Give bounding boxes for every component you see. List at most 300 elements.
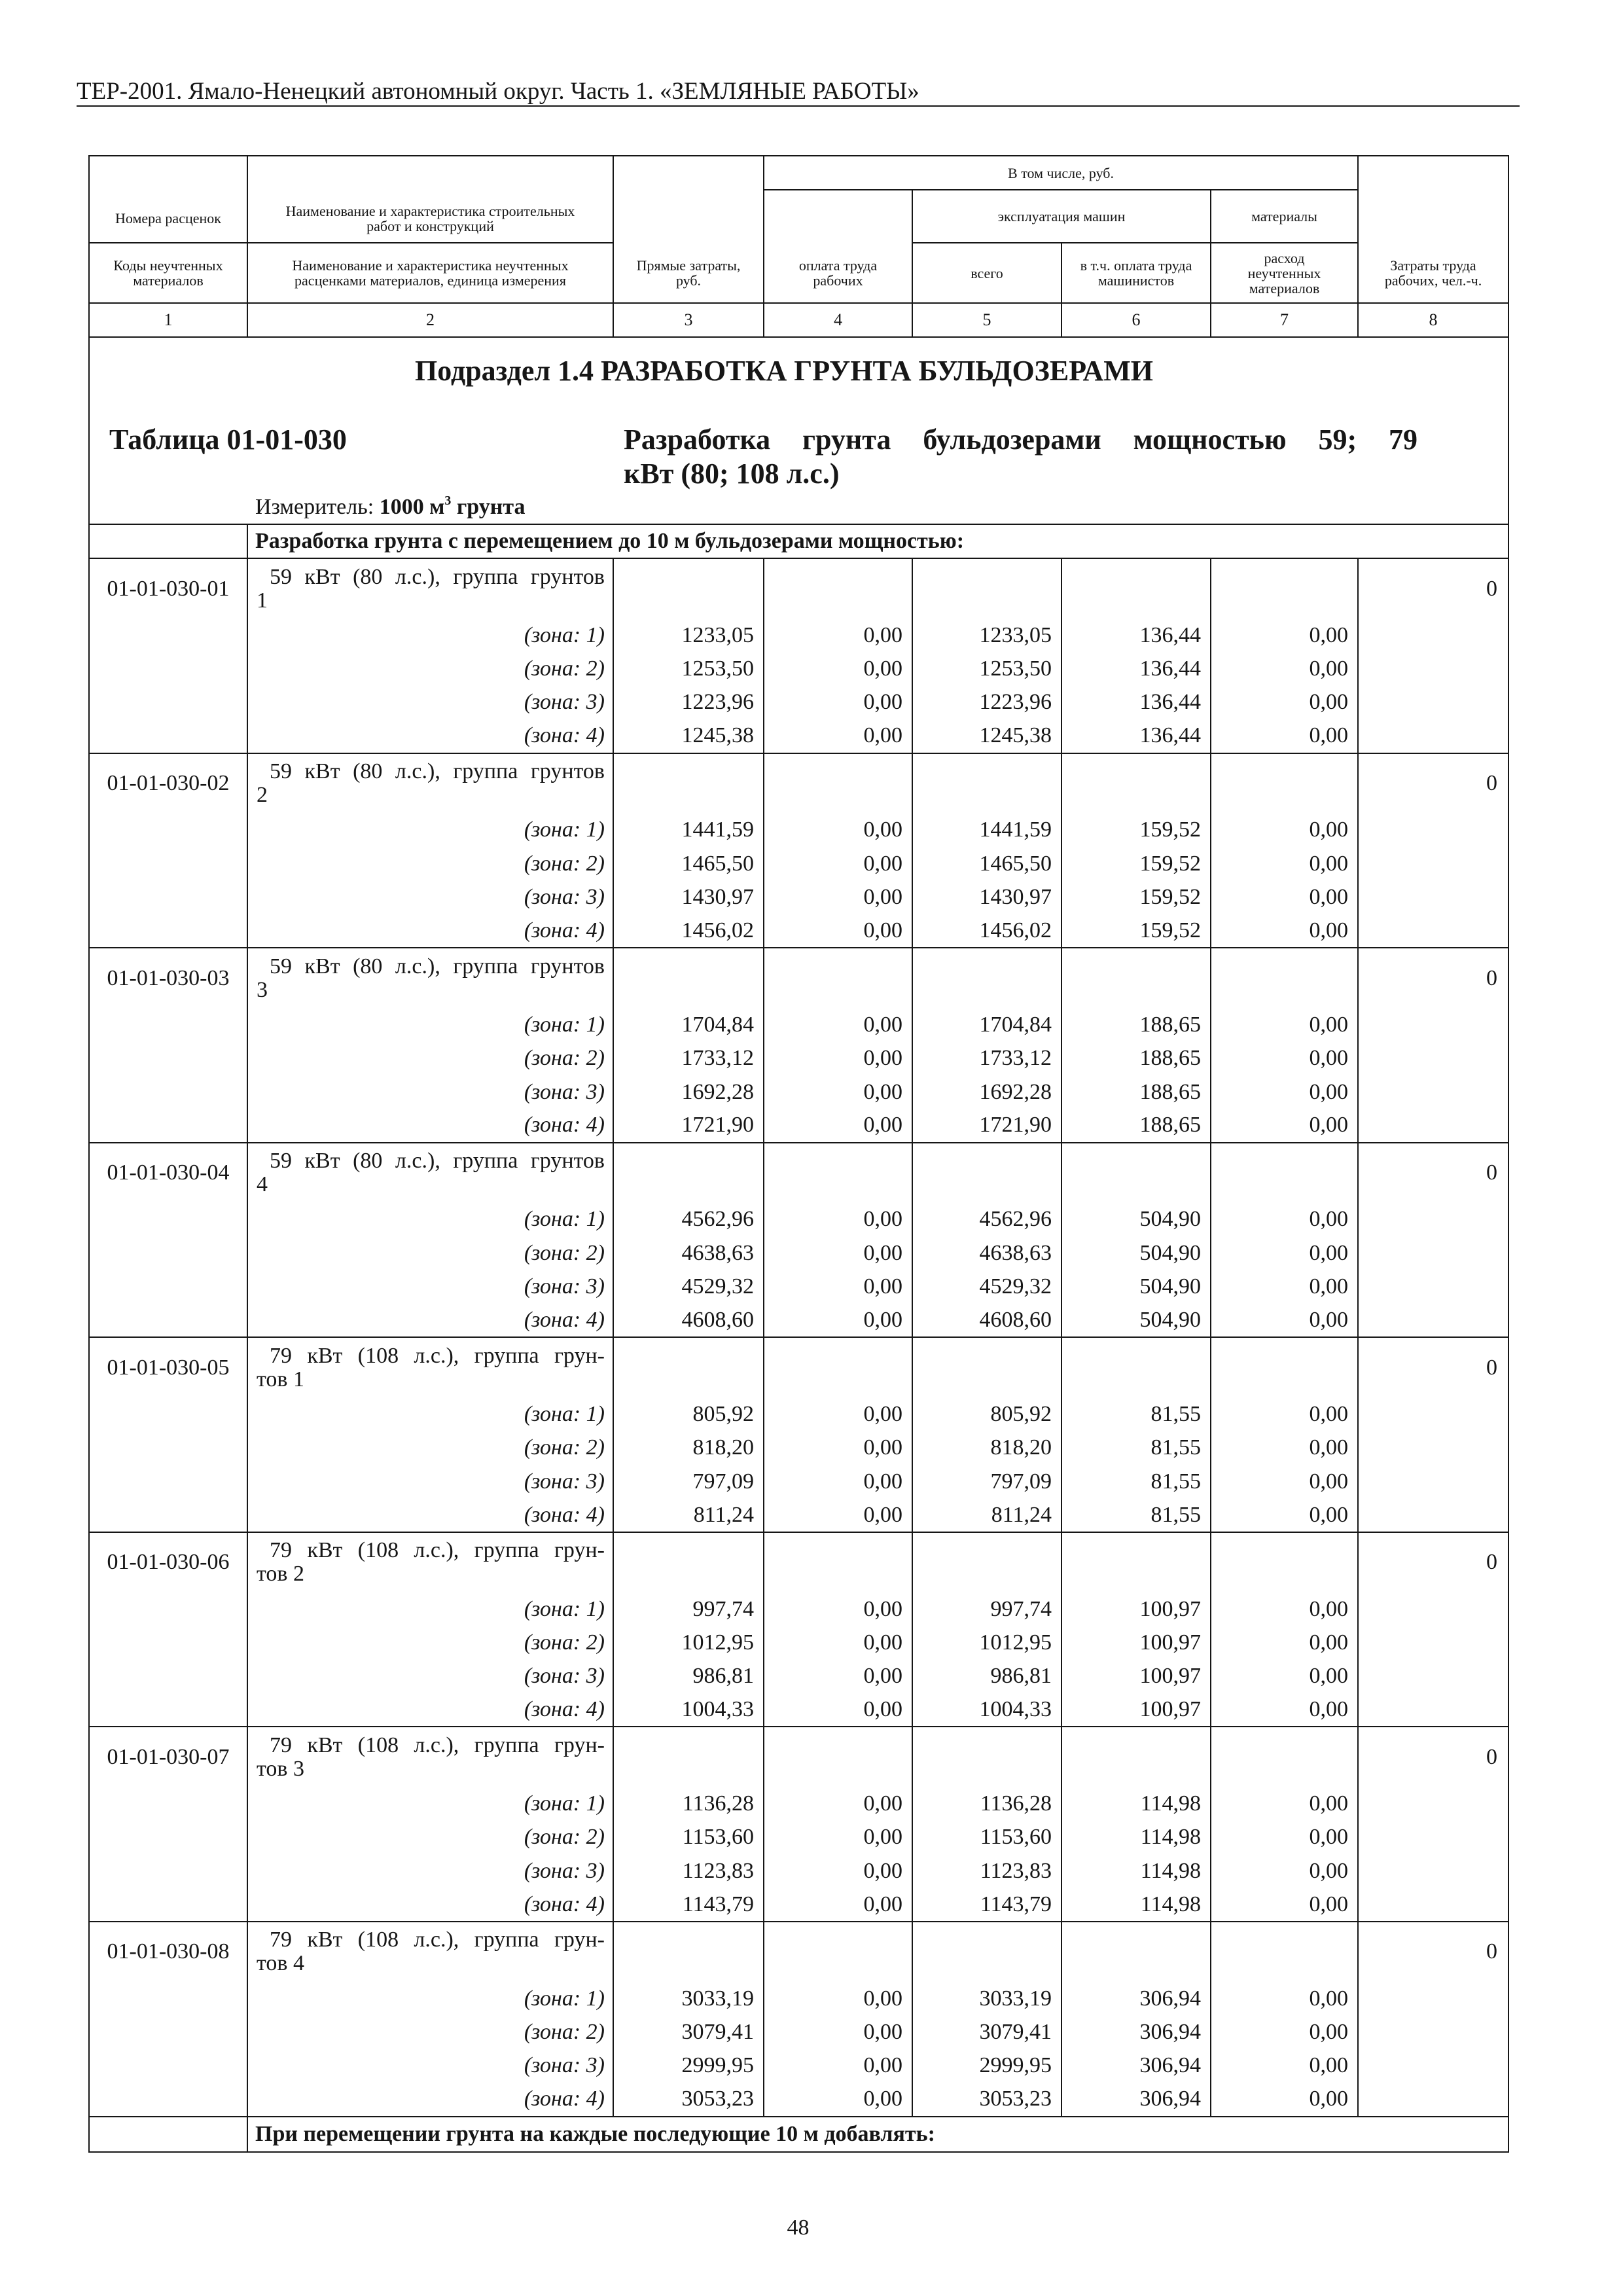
direct-cost-value-cell	[613, 1008, 764, 1041]
worker-wage-value: 0,00	[863, 1858, 902, 1883]
col-header-direct-costs	[613, 156, 764, 303]
operator-wage-value-cell	[1061, 686, 1211, 719]
worker-wage-value: 0,00	[863, 918, 902, 942]
worker-wage-value-cell	[764, 2049, 912, 2083]
rate-description	[247, 1532, 613, 1592]
worker-wage-value-cell	[764, 1498, 912, 1532]
worker-wage-value: 0,00	[863, 817, 902, 842]
empty-cell	[1211, 753, 1358, 814]
empty-cell	[89, 1270, 247, 1303]
empty-cell	[1358, 1660, 1508, 1693]
empty-cell	[1061, 1532, 1211, 1592]
table-caption-line: Разработка грунта бульдозерами мощностью 59; 79	[624, 423, 1418, 456]
operator-wage-value-cell	[1061, 1693, 1211, 1727]
machine-cost-value: 1733,12	[979, 1046, 1052, 1071]
materials-value-cell	[1211, 1236, 1358, 1270]
direct-cost-value-cell	[613, 2015, 764, 2049]
table-header	[89, 156, 1508, 558]
empty-cell	[1211, 558, 1358, 619]
operator-wage-value-cell	[1061, 1397, 1211, 1431]
table-caption	[624, 423, 1418, 491]
worker-wage-value: 0,00	[863, 1308, 902, 1333]
empty-cell	[1211, 1727, 1358, 1787]
worker-wage-value-cell	[764, 847, 912, 880]
materials-value: 0,00	[1309, 1469, 1349, 1494]
worker-wage-value-cell	[764, 880, 912, 914]
worker-wage-value: 0,00	[863, 2020, 902, 2045]
zone-label-cell	[247, 814, 613, 847]
materials-value: 0,00	[1309, 851, 1349, 876]
machine-cost-value: 3053,23	[979, 2087, 1052, 2111]
direct-cost-value: 1153,60	[682, 1825, 754, 1850]
materials-value-cell	[1211, 1397, 1358, 1431]
header-text: эксплуатация машин	[997, 208, 1126, 224]
direct-cost-value-cell	[613, 1592, 764, 1626]
empty-cell	[1358, 1888, 1508, 1922]
worker-wage-value-cell	[764, 1236, 912, 1270]
materials-value-cell	[1211, 2049, 1358, 2083]
zone-row	[89, 847, 1508, 880]
materials-value-cell	[1211, 1270, 1358, 1303]
empty-cell	[89, 914, 247, 948]
machine-cost-value: 997,74	[990, 1596, 1052, 1621]
zone-label: (зона: 1)	[524, 1791, 605, 1816]
operator-wage-value-cell	[1061, 1821, 1211, 1854]
empty-cell	[1358, 880, 1508, 914]
rate-description-line: тов 2	[257, 1562, 304, 1587]
operator-wage-value-cell	[1061, 1854, 1211, 1888]
column-number: 1	[89, 303, 247, 337]
machine-cost-value-cell	[912, 2049, 1061, 2083]
rate-description-line: 79 кВт (108 л.с.), группа грун-	[270, 1732, 605, 1757]
labor-cost-value: 0	[1486, 1160, 1498, 1185]
zone-label-cell	[247, 1693, 613, 1727]
rate-code-cell	[89, 753, 247, 814]
empty-cell	[89, 847, 247, 880]
header-text: Наименование и характеристика строительных	[285, 203, 575, 219]
worker-wage-value: 0,00	[863, 1791, 902, 1816]
empty-cell	[1211, 948, 1358, 1008]
operator-wage-value-cell	[1061, 1008, 1211, 1041]
zone-row	[89, 1888, 1508, 1922]
meter-value	[380, 495, 526, 519]
rate-description-line: 79 кВт (108 л.с.), группа грун-	[270, 1343, 605, 1368]
header-text: руб.	[675, 272, 702, 289]
operator-wage-value-cell	[1061, 1431, 1211, 1465]
operator-wage-value-cell	[1061, 1236, 1211, 1270]
machine-cost-value: 1721,90	[979, 1113, 1052, 1138]
materials-value-cell	[1211, 1592, 1358, 1626]
header-text: рабочих, чел.-ч.	[1384, 272, 1482, 289]
direct-cost-value-cell	[613, 880, 764, 914]
zone-label: (зона: 1)	[524, 1596, 605, 1621]
rate-code: 01-01-030-08	[107, 1939, 230, 1964]
header-text: материалов	[133, 272, 204, 289]
materials-value: 0,00	[1309, 1596, 1349, 1621]
empty-cell	[912, 1922, 1061, 1982]
worker-wage-value-cell	[764, 652, 912, 685]
empty-cell	[1358, 1626, 1508, 1659]
rate-row	[89, 1337, 1508, 1397]
zone-row	[89, 686, 1508, 719]
direct-cost-value-cell	[613, 1821, 764, 1854]
direct-cost-value-cell	[613, 1660, 764, 1693]
worker-wage-value: 0,00	[863, 1469, 902, 1494]
header-text: расход	[1264, 249, 1305, 266]
col-header-labor-costs	[1358, 156, 1508, 303]
worker-wage-value: 0,00	[863, 1502, 902, 1527]
zone-label: (зона: 3)	[524, 1274, 605, 1299]
col-header-including	[764, 156, 1358, 190]
empty-cell	[89, 880, 247, 914]
rate-description	[247, 1337, 613, 1397]
machine-cost-value-cell	[912, 2083, 1061, 2116]
zone-label: (зона: 4)	[524, 1308, 605, 1333]
header-text: Наименование и характеристика неучтенных	[292, 257, 569, 274]
rate-description-line: 2	[257, 783, 268, 808]
direct-cost-value-cell	[613, 1693, 764, 1727]
zone-label: (зона: 1)	[524, 1207, 605, 1232]
worker-wage-value-cell	[764, 1075, 912, 1109]
operator-wage-value-cell	[1061, 1660, 1211, 1693]
zone-row	[89, 1660, 1508, 1693]
empty-cell	[613, 1727, 764, 1787]
operator-wage-value: 159,52	[1139, 918, 1201, 942]
header-text: рабочих	[813, 272, 863, 289]
operator-wage-value: 136,44	[1139, 723, 1201, 748]
empty-cell	[1358, 1075, 1508, 1109]
operator-wage-value: 306,94	[1139, 2053, 1201, 2078]
machine-cost-value: 1153,60	[980, 1825, 1052, 1850]
zone-label: (зона: 2)	[524, 1630, 605, 1655]
materials-value: 0,00	[1309, 1435, 1349, 1460]
rate-code-cell	[89, 1922, 247, 1982]
zone-row	[89, 652, 1508, 685]
materials-value: 0,00	[1309, 1079, 1349, 1104]
labor-cost-value: 0	[1486, 1355, 1498, 1380]
worker-wage-value-cell	[764, 1592, 912, 1626]
machine-cost-value-cell	[912, 1008, 1061, 1041]
rate-description-line: тов 1	[257, 1367, 304, 1391]
empty-cell	[89, 2015, 247, 2049]
worker-wage-value: 0,00	[863, 851, 902, 876]
materials-value-cell	[1211, 619, 1358, 652]
labor-cost-value: 0	[1486, 1939, 1498, 1964]
machine-cost-value-cell	[912, 1982, 1061, 2015]
machine-cost-value: 3033,19	[979, 1986, 1052, 2011]
operator-wage-value-cell	[1061, 2015, 1211, 2049]
materials-value-cell	[1211, 719, 1358, 753]
empty-cell	[764, 1727, 912, 1787]
machine-cost-value: 4529,32	[979, 1274, 1052, 1299]
worker-wage-value-cell	[764, 1854, 912, 1888]
zone-label: (зона: 2)	[524, 656, 605, 681]
zone-label-cell	[247, 619, 613, 652]
rate-description	[247, 948, 613, 1008]
machine-cost-value: 811,24	[991, 1502, 1052, 1527]
empty-cell	[764, 948, 912, 1008]
zone-row	[89, 2083, 1508, 2116]
column-number: 8	[1358, 303, 1508, 337]
worker-wage-value: 0,00	[863, 1664, 902, 1689]
zone-label: (зона: 4)	[524, 1892, 605, 1916]
zone-label: (зона: 2)	[524, 2020, 605, 2045]
materials-value-cell	[1211, 847, 1358, 880]
zone-label: (зона: 3)	[524, 1664, 605, 1689]
materials-value: 0,00	[1309, 2087, 1349, 2111]
labor-cost-value: 0	[1486, 1550, 1498, 1575]
rate-code-cell	[89, 1532, 247, 1592]
empty-cell	[1358, 2049, 1508, 2083]
worker-wage-value-cell	[764, 1042, 912, 1075]
empty-cell	[1358, 1982, 1508, 2015]
worker-wage-value-cell	[764, 2015, 912, 2049]
empty-cell	[1358, 652, 1508, 685]
machine-cost-value: 1430,97	[979, 885, 1052, 910]
meter-exponent: 3	[444, 493, 452, 508]
machine-cost-value: 3079,41	[979, 2020, 1052, 2045]
header-text: материалов	[1249, 279, 1320, 296]
worker-wage-value-cell	[764, 914, 912, 948]
machine-cost-value: 1692,28	[979, 1079, 1052, 1104]
direct-cost-value: 1233,05	[681, 622, 754, 647]
direct-cost-value-cell	[613, 686, 764, 719]
direct-cost-value: 1456,02	[681, 918, 754, 942]
materials-value-cell	[1211, 1075, 1358, 1109]
header-text: материалы	[1251, 208, 1317, 224]
worker-wage-value: 0,00	[863, 1401, 902, 1426]
operator-wage-value-cell	[1061, 1888, 1211, 1922]
zone-label-cell	[247, 1821, 613, 1854]
empty-cell	[764, 753, 912, 814]
zone-label: (зона: 4)	[524, 1697, 605, 1722]
empty-cell	[1358, 914, 1508, 948]
operator-wage-value: 159,52	[1139, 885, 1201, 910]
materials-value: 0,00	[1309, 1012, 1349, 1037]
zone-row	[89, 1203, 1508, 1236]
zone-label: (зона: 1)	[524, 1401, 605, 1426]
materials-value-cell	[1211, 686, 1358, 719]
table-number: Таблица 01-01-030	[109, 423, 347, 456]
machine-cost-value-cell	[912, 1203, 1061, 1236]
rate-description-line: 1	[257, 588, 268, 613]
empty-cell	[1358, 1042, 1508, 1075]
empty-cell	[89, 1821, 247, 1854]
operator-wage-value: 504,90	[1139, 1240, 1201, 1265]
empty-cell	[1358, 814, 1508, 847]
col-header-materials-consumption	[1211, 243, 1358, 303]
worker-wage-value: 0,00	[863, 1274, 902, 1299]
operator-wage-value-cell	[1061, 1270, 1211, 1303]
materials-value-cell	[1211, 1693, 1358, 1727]
worker-wage-value-cell	[764, 1982, 912, 2015]
direct-cost-value: 4608,60	[681, 1308, 754, 1333]
zone-label: (зона: 3)	[524, 2053, 605, 2078]
section-heading-cell	[89, 337, 1508, 524]
zone-row	[89, 1008, 1508, 1041]
machine-cost-value: 2999,95	[979, 2053, 1052, 2078]
machine-cost-value: 986,81	[990, 1664, 1052, 1689]
direct-cost-value: 3053,23	[681, 2087, 754, 2111]
machine-cost-value: 1004,33	[979, 1697, 1052, 1722]
zone-row	[89, 1592, 1508, 1626]
zone-row	[89, 2049, 1508, 2083]
materials-value: 0,00	[1309, 1274, 1349, 1299]
empty-cell	[89, 1042, 247, 1075]
operator-wage-value: 306,94	[1139, 2020, 1201, 2045]
direct-cost-value-cell	[613, 1304, 764, 1337]
rate-description	[247, 558, 613, 619]
operator-wage-value-cell	[1061, 2083, 1211, 2116]
direct-cost-value-cell	[613, 1075, 764, 1109]
materials-value: 0,00	[1309, 918, 1349, 942]
rate-description-line: 4	[257, 1172, 268, 1197]
zone-row	[89, 1042, 1508, 1075]
zone-row	[89, 719, 1508, 753]
footer-heading: При перемещении грунта на каждые последующие 10 м добавлять:	[247, 2117, 1508, 2152]
direct-cost-value: 1245,38	[681, 723, 754, 748]
rate-description	[247, 1143, 613, 1203]
direct-cost-value: 1465,50	[681, 851, 754, 876]
direct-cost-value: 1123,83	[682, 1858, 754, 1883]
direct-cost-value-cell	[613, 847, 764, 880]
materials-value: 0,00	[1309, 656, 1349, 681]
col-header-operator-wages	[1061, 243, 1211, 303]
zone-label-cell	[247, 2015, 613, 2049]
empty-cell	[1211, 1143, 1358, 1203]
group-heading: Разработка грунта с перемещением до 10 м бульдозерами мощностью:	[247, 524, 1508, 558]
zone-label-cell	[247, 1982, 613, 2015]
materials-value: 0,00	[1309, 1858, 1349, 1883]
empty-cell	[1358, 1431, 1508, 1465]
worker-wage-value: 0,00	[863, 1240, 902, 1265]
direct-cost-value-cell	[613, 1982, 764, 2015]
materials-value-cell	[1211, 1304, 1358, 1337]
machine-cost-value: 797,09	[990, 1469, 1052, 1494]
zone-label: (зона: 3)	[524, 1469, 605, 1494]
zone-label-cell	[247, 1042, 613, 1075]
materials-value: 0,00	[1309, 1502, 1349, 1527]
materials-value-cell	[1211, 1787, 1358, 1820]
empty-cell	[1358, 1465, 1508, 1498]
direct-cost-value-cell	[613, 2049, 764, 2083]
empty-cell	[89, 1787, 247, 1820]
operator-wage-value-cell	[1061, 1109, 1211, 1142]
operator-wage-value-cell	[1061, 847, 1211, 880]
zone-label: (зона: 2)	[524, 1240, 605, 1265]
worker-wage-value-cell	[764, 619, 912, 652]
worker-wage-value-cell	[764, 1109, 912, 1142]
materials-value-cell	[1211, 2015, 1358, 2049]
worker-wage-value: 0,00	[863, 885, 902, 910]
zone-label-cell	[247, 880, 613, 914]
direct-cost-value-cell	[613, 619, 764, 652]
worker-wage-value: 0,00	[863, 1435, 902, 1460]
zone-label-cell	[247, 1075, 613, 1109]
direct-cost-value: 811,24	[693, 1502, 754, 1527]
machine-cost-value: 1253,50	[979, 656, 1052, 681]
empty-cell	[89, 2083, 247, 2116]
direct-cost-value: 805,92	[692, 1401, 754, 1426]
header-text: оплата труда	[798, 257, 878, 274]
materials-value: 0,00	[1309, 1207, 1349, 1232]
empty-cell	[89, 1498, 247, 1532]
zone-label: (зона: 4)	[524, 1113, 605, 1138]
direct-cost-value: 4638,63	[681, 1240, 754, 1265]
rate-description	[247, 1922, 613, 1982]
rate-description-line: 59 кВт (80 л.с.), группа грунтов	[270, 564, 605, 589]
zone-row	[89, 1397, 1508, 1431]
header-text: всего	[971, 264, 1003, 281]
worker-wage-value: 0,00	[863, 1079, 902, 1104]
direct-cost-value-cell	[613, 814, 764, 847]
direct-cost-value: 1430,97	[681, 885, 754, 910]
page-number: 48	[787, 2215, 810, 2240]
direct-cost-value-cell	[613, 1465, 764, 1498]
empty-cell	[1358, 1397, 1508, 1431]
machine-cost-value-cell	[912, 847, 1061, 880]
zone-label-cell	[247, 686, 613, 719]
meter-line	[255, 494, 525, 520]
operator-wage-value-cell	[1061, 719, 1211, 753]
labor-cost-cell	[1358, 753, 1508, 814]
materials-value-cell	[1211, 1042, 1358, 1075]
zone-label: (зона: 1)	[524, 817, 605, 842]
worker-wage-value-cell	[764, 1693, 912, 1727]
worker-wage-value: 0,00	[863, 1986, 902, 2011]
direct-cost-value: 1733,12	[681, 1046, 754, 1071]
rate-code: 01-01-030-04	[107, 1160, 230, 1185]
worker-wage-value: 0,00	[863, 622, 902, 647]
machine-cost-value-cell	[912, 619, 1061, 652]
materials-value-cell	[1211, 914, 1358, 948]
machine-cost-value-cell	[912, 1693, 1061, 1727]
worker-wage-value: 0,00	[863, 1892, 902, 1916]
machine-cost-value-cell	[912, 1854, 1061, 1888]
zone-label-cell	[247, 1109, 613, 1142]
empty-cell	[613, 753, 764, 814]
worker-wage-value-cell	[764, 1304, 912, 1337]
empty-cell	[89, 1304, 247, 1337]
machine-cost-value-cell	[912, 1109, 1061, 1142]
direct-cost-value-cell	[613, 1431, 764, 1465]
materials-value-cell	[1211, 814, 1358, 847]
rate-code-cell	[89, 1143, 247, 1203]
direct-cost-value: 4529,32	[681, 1274, 754, 1299]
empty-cell	[764, 1922, 912, 1982]
materials-value: 0,00	[1309, 2020, 1349, 2045]
empty-cell	[89, 1626, 247, 1659]
header-text: расценками материалов, единица измерения	[294, 272, 566, 289]
direct-cost-value: 1704,84	[681, 1012, 754, 1037]
zone-label-cell	[247, 2049, 613, 2083]
operator-wage-value: 114,98	[1140, 1892, 1201, 1916]
zone-label-cell	[247, 847, 613, 880]
subsection-title: Подраздел 1.4 РАЗРАБОТКА ГРУНТА БУЛЬДОЗЕРАМИ	[415, 355, 1154, 387]
materials-value: 0,00	[1309, 1401, 1349, 1426]
operator-wage-value: 81,55	[1150, 1469, 1201, 1494]
empty-cell	[1358, 847, 1508, 880]
empty-cell	[912, 948, 1061, 1008]
materials-value-cell	[1211, 1431, 1358, 1465]
machine-cost-value-cell	[912, 1236, 1061, 1270]
operator-wage-value: 136,44	[1139, 622, 1201, 647]
zone-label: (зона: 3)	[524, 1858, 605, 1883]
table-footer	[89, 2117, 1508, 2152]
zone-label: (зона: 2)	[524, 1825, 605, 1850]
materials-value-cell	[1211, 1203, 1358, 1236]
empty-cell	[613, 1143, 764, 1203]
